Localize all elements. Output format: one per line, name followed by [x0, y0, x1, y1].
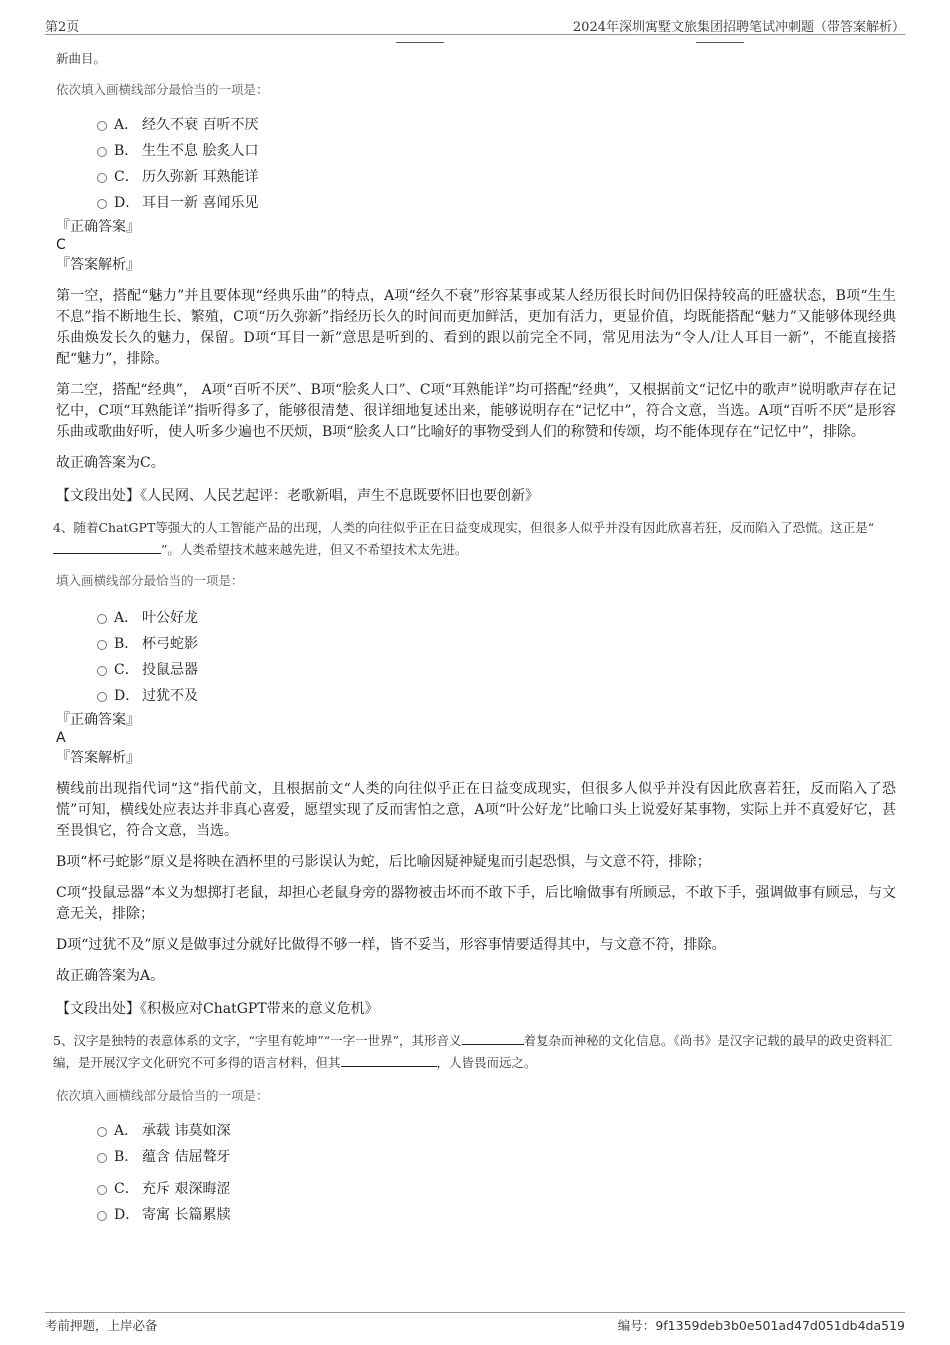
- q3-option-a[interactable]: A． 经久不衰 百听不厌: [56, 112, 896, 138]
- q3-option-d[interactable]: D． 耳目一新 喜闻乐见: [56, 190, 896, 216]
- q5-option-c[interactable]: C． 充斥 艰深晦涩: [56, 1176, 896, 1202]
- q4-analysis-1: 横线前出现指代词“这”指代前文，且根据前文“人类的向往似乎正在日益变成现实，但很多人似乎并没有因此欣喜若狂，反而陷入了恐慌”可知，横线处应表达并非真心喜爱，愿望实现了反而害怕之意，A项“叶公好龙”比喻口头上说爱好某事物，实际上并不真爱好它，甚至畏惧它，符合文意，当选。: [56, 781, 896, 839]
- q5-option-d[interactable]: D． 寄寓 长篇累牍: [56, 1202, 896, 1228]
- q3-answer: C: [56, 237, 66, 253]
- q4-analysis-label: 『答案解析』: [56, 750, 140, 766]
- answer-blank: [53, 539, 161, 554]
- radio-icon[interactable]: [97, 1127, 107, 1137]
- q3-analysis-label: 『答案解析』: [56, 257, 140, 273]
- q4-analysis-5: 故正确答案为A。: [56, 968, 165, 984]
- page-content: [53, 48, 896, 1228]
- q4-answer-label: 『正确答案』: [56, 712, 140, 728]
- answer-blank: [341, 1052, 437, 1067]
- radio-icon[interactable]: [97, 147, 107, 157]
- q3-answer-label: 『正确答案』: [56, 219, 140, 235]
- q3-option-c[interactable]: C． 历久弥新 耳熟能详: [56, 164, 896, 190]
- q4-analysis-4: D项“过犹不及”原义是做事过分就好比做得不够一样，皆不妥当，形容事情要适得其中，与文意不符，排除。: [56, 937, 726, 953]
- q4-analysis-3: C项“投鼠忌器”本义为想掷打老鼠，却担心老鼠身旁的器物被击坏而不敢下手，后比喻做事有所顾忌，不敢下手，强调做事有顾忌，与文意无关，排除；: [56, 885, 896, 922]
- q3-analysis-2: 第二空，搭配“经典”， A项“百听不厌”、B项“脍炙人口”、C项“耳熟能详”均可搭配“经典”，又根据前文“记忆中的歌声”说明歌声存在记忆中，C项“耳熟能详”指听得多了，能够很清楚、很详细地复述出来，能够说明存在“记忆中”，符合文意，当选。A项“百听不厌”是形容乐曲或歌曲好听，使人听多少遍也不厌烦，B项“脍炙人口”比喻好的事物受到人们的称赞和传颂，均不能体现存在“记忆中”，排除。: [56, 382, 896, 440]
- radio-icon[interactable]: [97, 614, 107, 624]
- q5-stem: 5、汉字是独特的表意体系的文字，“字里有乾坤”“一字一世界”，其形音义 着复杂而神秘的文化信息。《尚书》是汉字记载的最早的政史资料汇编，是开展汉字文化研究不可多得的语言材料，但其 ，人皆畏而远之。: [53, 1030, 896, 1074]
- footer-slogan: 考前押题，上岸必备: [45, 1318, 158, 1333]
- q3-source: 【文段出处】《人民网、人民艺起评：老歌新唱，声生不息既要怀旧也要创新》: [56, 488, 539, 504]
- blank-line-fragment: [696, 42, 744, 43]
- radio-icon[interactable]: [97, 199, 107, 209]
- q3-analysis-3: 故正确答案为C。: [56, 455, 165, 471]
- q4-option-b[interactable]: B． 杯弓蛇影: [56, 631, 896, 657]
- q3-option-b[interactable]: B． 生生不息 脍炙人口: [56, 138, 896, 164]
- q4-option-a[interactable]: A． 叶公好龙: [56, 605, 896, 631]
- page-number: 第2页: [45, 20, 80, 35]
- radio-icon[interactable]: [97, 1153, 107, 1163]
- q3-stem-tail: 新曲目。: [56, 51, 107, 66]
- page-footer: [45, 1312, 905, 1333]
- radio-icon[interactable]: [97, 666, 107, 676]
- q3-options: [56, 112, 896, 216]
- page-header: [45, 14, 905, 35]
- q5-options: [56, 1118, 896, 1228]
- radio-icon[interactable]: [97, 1211, 107, 1221]
- document-code: 编号：9f1359deb3b0e501ad47d051db4da519: [617, 1318, 905, 1333]
- q4-stem: 4、随着ChatGPT等强大的人工智能产品的出现，人类的向往似乎正在日益变成现实，但很多人似乎并没有因此欣喜若狂，反而陷入了恐慌。这正是“”。人类希望技术越来越先进，但又不希望技术太先进。: [53, 520, 875, 557]
- radio-icon[interactable]: [97, 121, 107, 131]
- q4-option-c[interactable]: C． 投鼠忌器: [56, 657, 896, 683]
- q4-source: 【文段出处】《积极应对ChatGPT带来的意义危机》: [56, 1001, 379, 1017]
- q4-prompt: 填入画横线部分最恰当的一项是：: [56, 573, 244, 588]
- radio-icon[interactable]: [97, 692, 107, 702]
- q4-answer: A: [56, 730, 66, 746]
- q4-option-d[interactable]: D． 过犹不及: [56, 683, 896, 709]
- q4-analysis-2: B项“杯弓蛇影”原义是将映在酒杯里的弓影误认为蛇，后比喻因疑神疑鬼而引起恐惧，与文意不符，排除；: [56, 854, 711, 870]
- radio-icon[interactable]: [97, 1185, 107, 1195]
- q5-option-a[interactable]: A． 承载 讳莫如深: [56, 1118, 896, 1144]
- document-title: 2024年深圳寓墅文旅集团招聘笔试冲刺题（带答案解析）: [572, 20, 905, 35]
- radio-icon[interactable]: [97, 173, 107, 183]
- q4-options: [56, 605, 896, 709]
- answer-blank: [462, 1030, 524, 1045]
- radio-icon[interactable]: [97, 640, 107, 650]
- q5-prompt: 依次填入画横线部分最恰当的一项是：: [56, 1088, 269, 1103]
- q3-prompt: 依次填入画横线部分最恰当的一项是：: [56, 82, 269, 97]
- blank-line-fragment: [396, 42, 444, 43]
- q5-option-b[interactable]: B． 蕴含 佶屈聱牙: [56, 1144, 896, 1170]
- q3-analysis-1: 第一空，搭配“魅力”并且要体现“经典乐曲”的特点，A项“经久不衰”形容某事或某人经历很长时间仍旧保持较高的旺盛状态，B项“生生不息”指不断地生长、繁殖，C项“历久弥新”指经历长久的时间而更加鲜活，更加有活力，更显价值，均既能搭配“魅力”又能够体现经典乐曲焕发长久的魅力，保留。D项“耳目一新”意思是听到的、看到的跟以前完全不同，常见用法为“令人/让人耳目一新”，不能直接搭配“魅力”，排除。: [56, 288, 896, 367]
